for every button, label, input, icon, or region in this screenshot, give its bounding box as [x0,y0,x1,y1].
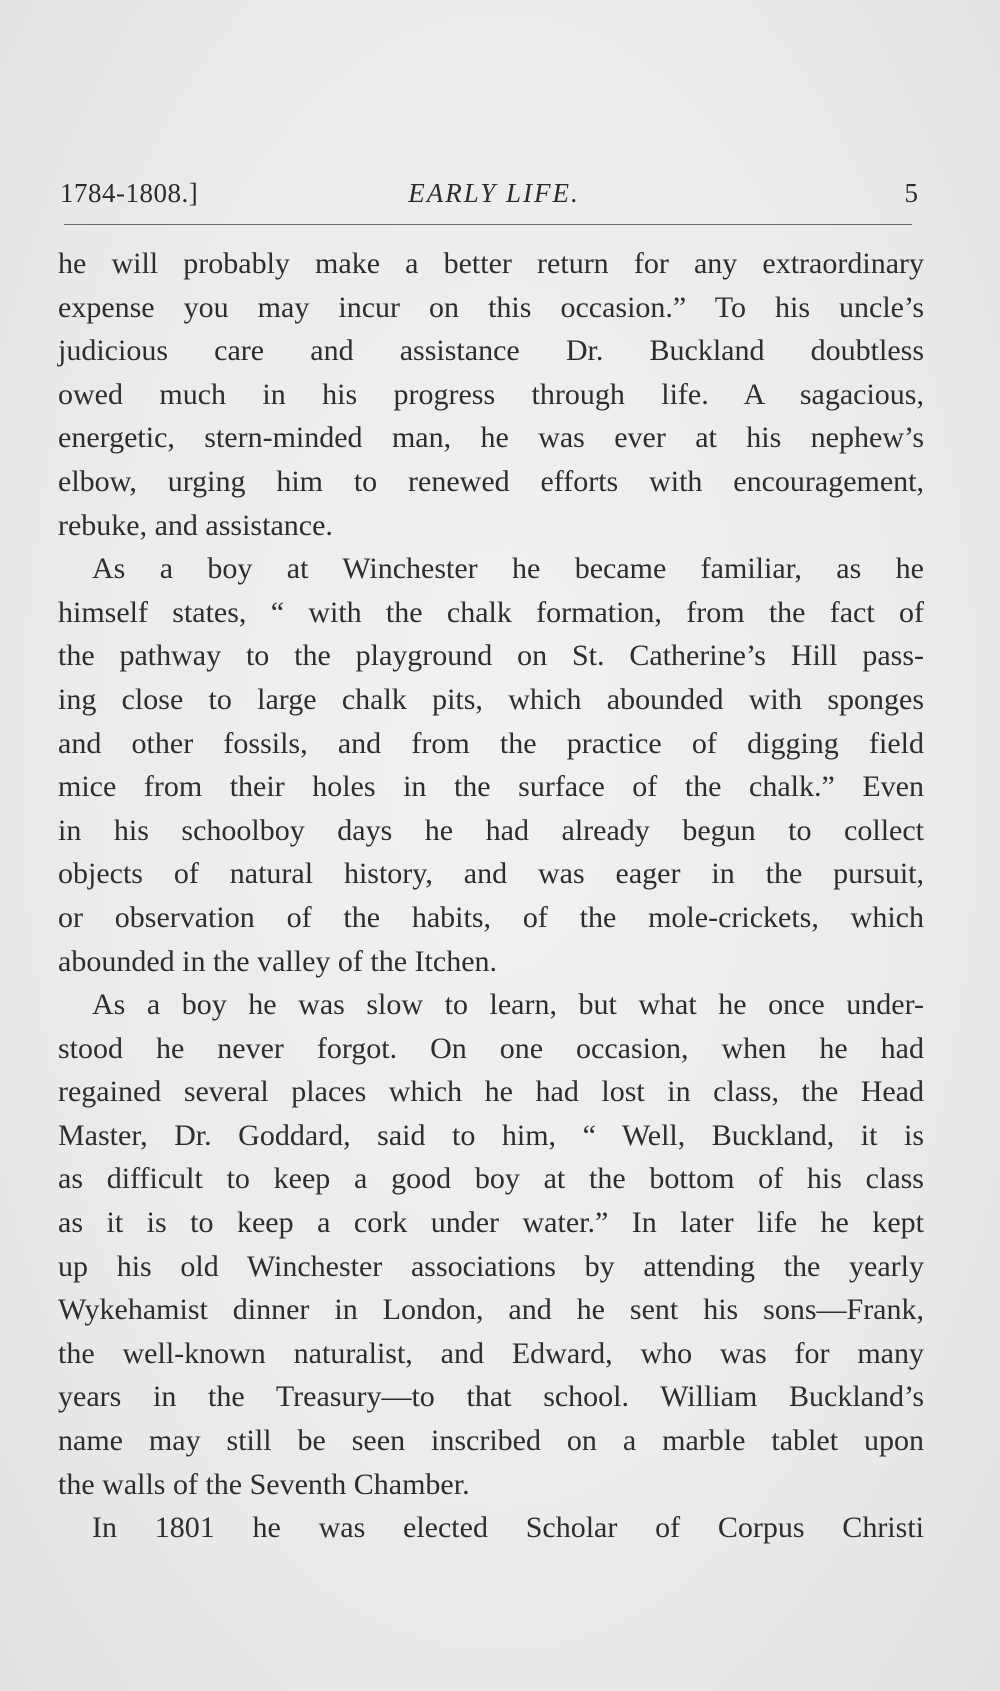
text-line: name may still be seen inscribed on a marble tablet upon [58,1424,924,1458]
text-line: the well-known naturalist, and Edward, who was for many [58,1336,924,1370]
text-line: the walls of the Seventh Chamber. [58,1467,470,1501]
text-line: and other fossils, and from the practice of digging field [58,726,924,760]
text-line: as it is to keep a cork under water.” In later life he kept [58,1206,924,1240]
text-line: in his schoolboy days he had already begun to collect [58,813,924,847]
text-line: abounded in the valley of the Itchen. [58,944,498,978]
text-line: as difficult to keep a good boy at the bottom of his class [58,1162,924,1196]
text-line: himself states, “ with the chalk formation, from the fact of [58,595,924,629]
header-chapter-title: EARLY LIFE. [408,178,580,208]
text-line: years in the Treasury—to that school. William Buckland’s [58,1380,924,1414]
paragraph-start-line: As a boy he was slow to learn, but what he once under- [92,988,924,1022]
text-line: expense you may incur on this occasion.” To his uncle’s [58,290,924,324]
text-line: elbow, urging him to renewed efforts with encouragement, [58,464,924,498]
text-line: he will probably make a better return for any extraordinary [58,247,924,280]
text-line: judicious care and assistance Dr. Buckland doubtless [58,334,924,368]
text-line: the pathway to the playground on St. Catherine’s Hill pass- [58,639,924,673]
text-line: regained several places which he had lost in class, the Head [58,1075,924,1109]
running-head [60,172,928,220]
text-line: up his old Winchester associations by attending the yearly [58,1249,924,1283]
body-text [58,242,924,1550]
text-line: objects of natural history, and was eager in the pursuit, [58,857,924,891]
paragraph-start-line: As a boy at Winchester he became familiar, as he [92,552,924,586]
text-line: stood he never forgot. On one occasion, when he had [58,1031,924,1065]
text-line: Master, Dr. Goddard, said to him, “ Well, Buckland, it is [58,1118,924,1152]
text-line: mice from their holes in the surface of the chalk.” Even [58,770,924,804]
text-line: Wykehamist dinner in London, and he sent his sons—Frank, [58,1293,924,1327]
text-line: energetic, stern-minded man, he was ever at his nephew’s [58,421,924,455]
header-date-range: 1784-1808.] [60,178,199,208]
text-line: rebuke, and assistance. [58,508,333,542]
header-rule [64,224,912,225]
paragraph-start-line: In 1801 he was elected Scholar of Corpus Christi [92,1511,924,1545]
page-number: 5 [904,178,918,208]
text-line: owed much in his progress through life. A sagacious, [58,377,924,411]
text-line: or observation of the habits, of the mole-crickets, which [58,900,924,934]
text-line: ing close to large chalk pits, which abounded with sponges [58,682,924,716]
